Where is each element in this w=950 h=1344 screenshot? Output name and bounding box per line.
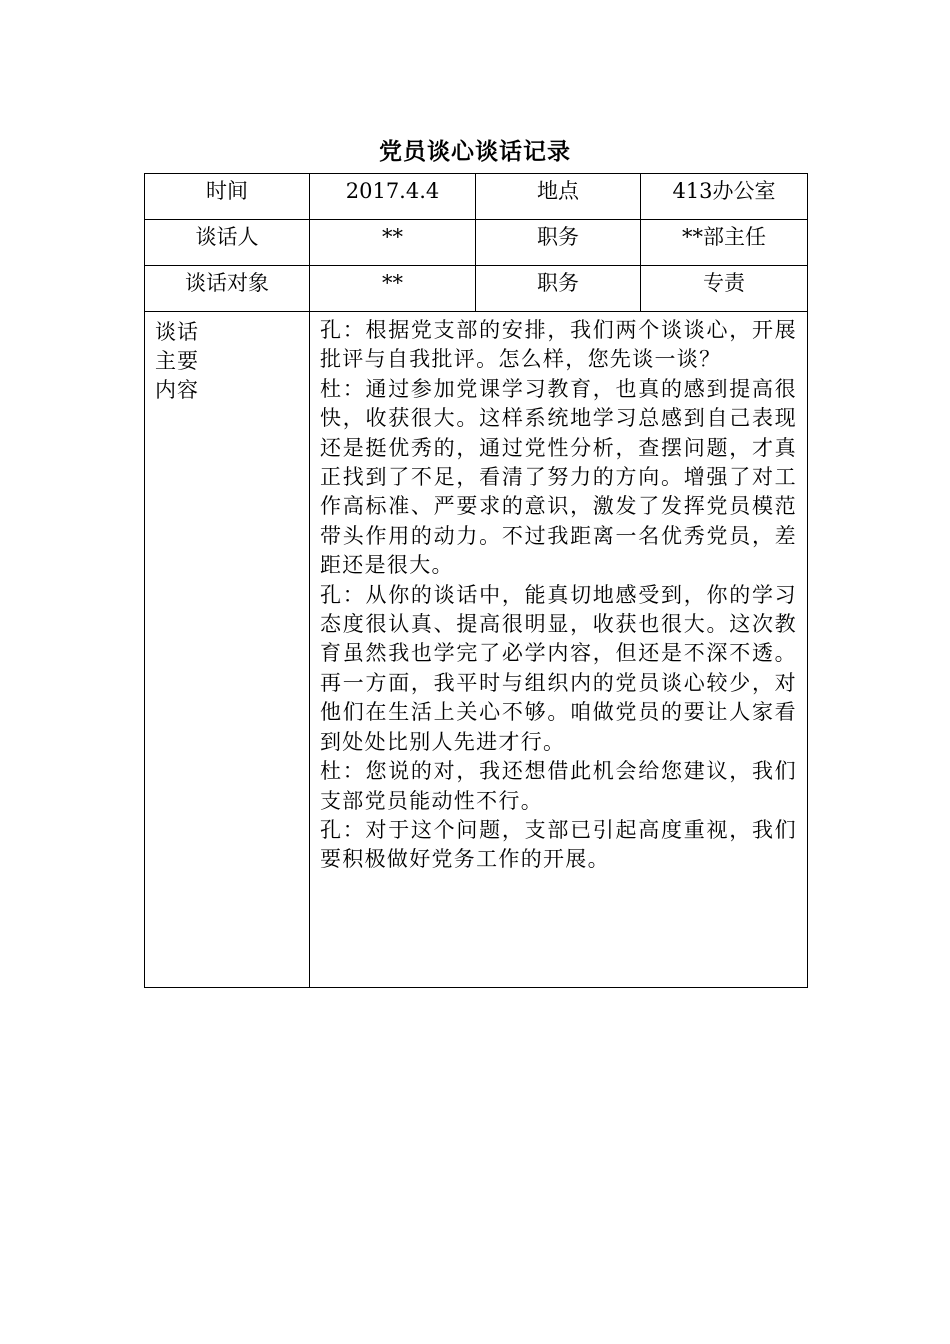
dialogue-paragraph: 孔：对于这个问题，支部已引起高度重视，我们要积极做好党务工作的开展。 (320, 817, 797, 872)
target-label: 谈话对象 (145, 266, 310, 312)
record-table (144, 173, 808, 988)
target-value: ** (310, 266, 476, 312)
time-value: 2017.4.4 (310, 174, 476, 220)
dialogue-paragraph: 杜：您说的对，我还想借此机会给您建议，我们支部党员能动性不行。 (320, 759, 797, 813)
dialogue-paragraph: 孔：从你的谈话中，能真切地感受到，你的学习态度很认真、提高很明显，收获也很大。这次教育虽然我也学完了必学内容，但还是不深不透。再一方面，我平时与组织内的党员谈心较少，对他们在生活上关心不够。咱做党员的要让人家看到处处比别人先进才行。 (320, 582, 797, 754)
speaker-value: ** (310, 220, 476, 266)
target-position-value: 专责 (641, 266, 808, 312)
table-row-time-place (145, 174, 808, 220)
table-row-content (145, 312, 808, 988)
table-row-target (145, 266, 808, 312)
content-label-line: 内容 (155, 378, 199, 402)
content-label-line: 谈话 (155, 320, 199, 344)
table-row-speaker (145, 220, 808, 266)
place-label: 地点 (476, 174, 641, 220)
target-position-label: 职务 (476, 266, 641, 312)
speaker-position-value: **部主任 (641, 220, 808, 266)
place-value: 413办公室 (641, 174, 808, 220)
content-label-line: 主要 (155, 349, 199, 373)
time-label: 时间 (145, 174, 310, 220)
dialogue-paragraph: 孔：根据党支部的安排，我们两个谈谈心，开展批评与自我批评。怎么样，您先谈一谈？ (320, 318, 797, 372)
content-text (310, 312, 808, 988)
dialogue-paragraph: 杜：通过参加党课学习教育，也真的感到提高很快，收获很大。这样系统地学习总感到自己表现还是挺优秀的，通过党性分析，查摆问题，才真正找到了不足，看清了努力的方向。增强了对工作高标准、严要求的意识，激发了发挥党员模范带头作用的动力。不过我距离一名优秀党员，差距还是很大。 (320, 376, 797, 578)
page-title: 党员谈心谈话记录 (379, 139, 571, 165)
content-label (145, 312, 310, 988)
speaker-position-label: 职务 (476, 220, 641, 266)
speaker-label: 谈话人 (145, 220, 310, 266)
